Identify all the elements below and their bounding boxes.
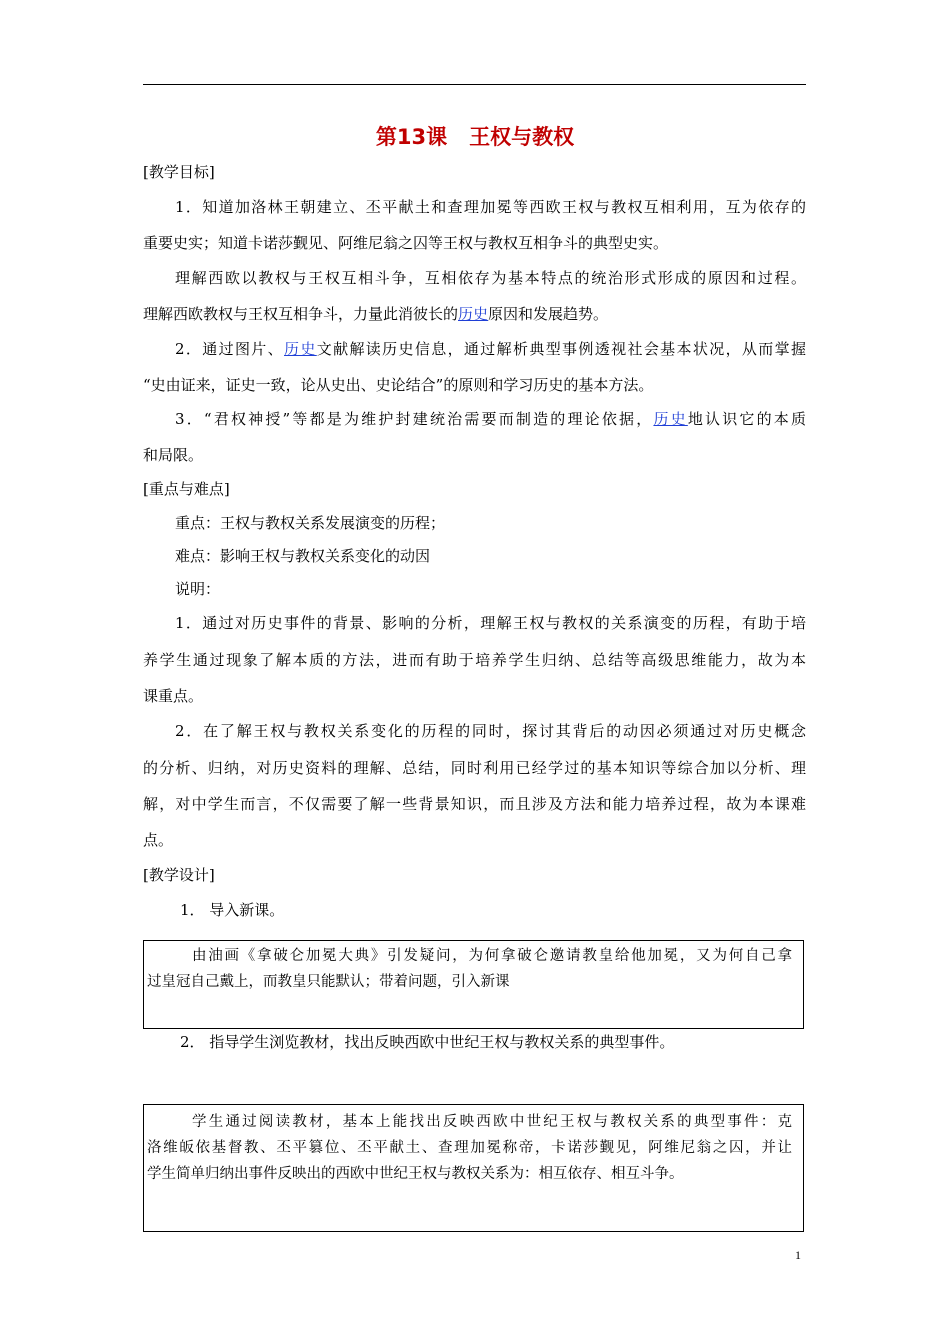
events-box-line-2: 洛维皈依基督教、丕平篡位、丕平献土、查理加冕称帝，卡诺莎觐见，阿维尼翁之囚，并让 <box>147 1140 792 1156</box>
key-points-heading: [重点与难点] <box>143 480 230 498</box>
lesson-name: 王权与教权 <box>469 125 575 149</box>
objective-1-line-1: 1．知道加洛林王朝建立、丕平献土和查理加冕等西欧王权与教权互相利用，互为依存的 <box>175 198 806 216</box>
page-number: 1 <box>795 1248 801 1262</box>
objective-para-line-2: 理解西欧教权与王权互相争斗，力量此消彼长的历史原因和发展趋势。 <box>143 305 609 323</box>
note-1-line-2: 养学生通过现象了解本质的方法，进而有助于培养学生归纳、总结等高级思维能力，故为本 <box>143 651 806 669</box>
objective-2-line-1: 2．通过图片、历史文献解读历史信息，通过解析典型事例透视社会基本状况，从而掌握 <box>175 340 806 358</box>
note-2-line-1: 2．在了解王权与教权关系变化的历程的同时，探讨其背后的动因必须通过对历史概念 <box>175 722 806 740</box>
objectives-heading: [教学目标] <box>143 163 215 181</box>
design-step-1: 1． 导入新课。 <box>180 901 285 919</box>
lesson-number: 第13课 <box>375 125 448 149</box>
intro-box-line-2: 过皇冠自己戴上，而教皇只能默认；带着问题，引入新课 <box>147 974 510 990</box>
intro-box-line-1: 由油画《拿破仑加冕大典》引发疑问，为何拿破仑邀请教皇给他加冕，又为何自己拿 <box>192 948 792 964</box>
events-box-line-3: 学生简单归纳出事件反映出的西欧中世纪王权与教权关系为：相互依存、相互斗争。 <box>147 1166 684 1182</box>
difficulty-text: 难点：影响王权与教权关系变化的动因 <box>175 547 431 565</box>
note-2-line-3: 解，对中学生而言，不仅需要了解一些背景知识，而且涉及方法和能力培养过程，故为本课难 <box>143 795 806 813</box>
page-title <box>0 122 950 152</box>
note-2-line-4: 点。 <box>143 831 174 849</box>
header-rule <box>143 84 806 85</box>
note-2-line-2: 的分析、归纳，对历史资料的理解、总结，同时利用已经学过的基本知识等综合加以分析、理 <box>143 759 806 777</box>
note-label: 说明： <box>175 580 221 598</box>
note-1-line-1: 1．通过对历史事件的背景、影响的分析，理解王权与教权的关系演变的历程，有助于培 <box>175 614 806 632</box>
design-step-2: 2． 指导学生浏览教材，找出反映西欧中世纪王权与教权关系的典型事件。 <box>180 1033 675 1051</box>
history-link[interactable]: 历史 <box>653 410 688 428</box>
objective-1-line-2: 重要史实；知道卡诺莎觐见、阿维尼翁之囚等王权与教权互相争斗的典型史实。 <box>143 234 669 252</box>
note-1-line-3: 课重点。 <box>143 687 204 705</box>
focus-text: 重点：王权与教权关系发展演变的历程； <box>175 514 446 532</box>
objective-3-line-2: 和局限。 <box>143 446 204 464</box>
history-link[interactable]: 历史 <box>284 340 317 358</box>
history-link[interactable]: 历史 <box>458 305 489 323</box>
design-heading: [教学设计] <box>143 866 215 884</box>
objective-para-line-1: 理解西欧以教权与王权互相斗争，互相依存为基本特点的统治形式形成的原因和过程。 <box>175 269 806 287</box>
objective-2-line-2: “史由证来，证史一致，论从史出、史论结合”的原则和学习历史的基本方法。 <box>143 376 654 394</box>
objective-3-line-1: 3．“君权神授”等都是为维护封建统治需要而制造的理论依据，历史地认识它的本质 <box>175 410 806 428</box>
events-box-line-1: 学生通过阅读教材，基本上能找出反映西欧中世纪王权与教权关系的典型事件：克 <box>192 1114 792 1130</box>
